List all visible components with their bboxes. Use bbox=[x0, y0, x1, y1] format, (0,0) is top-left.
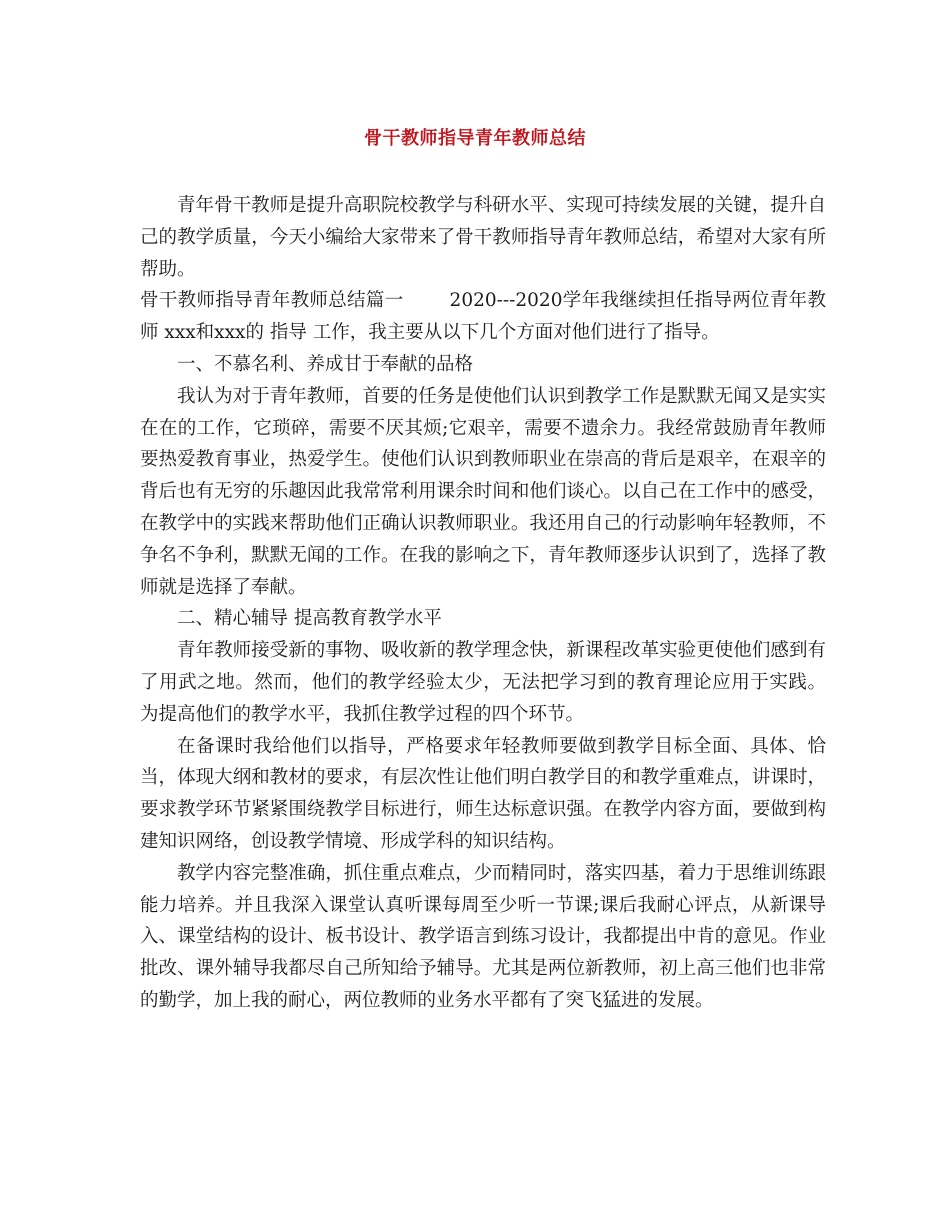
subheading-two: 二、精心辅导 提高教育教学水平 bbox=[177, 608, 442, 630]
paragraph-lesson-prep: 在备课时我给他们以指导，严格要求年轻教师要做到教学目标全面、具体、恰当，体现大纲和教材的要求，有层次性让他们明白教学目的和教学重难点，讲课时，要求教学环节紧紧围绕教学目标进行，师生达标意识强。在教学内容方面，要做到构建知识网络，创设教学情境、形成学科的知识结构。 bbox=[140, 735, 826, 852]
paragraph-section-heading bbox=[140, 285, 826, 349]
subheading-one: 一、不慕名利、养成甘于奉献的品格 bbox=[177, 353, 474, 375]
paragraph-intro: 青年骨干教师是提升高职院校教学与科研水平、实现可持续发展的关键，提升自己的教学质量，今天小编给大家带来了骨干教师指导青年教师总结，希望对大家有所帮助。 bbox=[140, 195, 826, 280]
paragraph-new-ideas: 青年教师接受新的事物、吸收新的教学理念快，新课程改革实验更使他们感到有了用武之地。然而，他们的教学经验太少，无法把学习到的教育理论应用于实践。 为提高他们的教学水平，我抓住教学过程的四个环节。 bbox=[140, 640, 826, 725]
section-heading-text: 2020---2020学年我继续担任指导两位青年教师 xxx和xxx的 指导 工作，我主要从以下几个方面对他们进行了指导。 bbox=[140, 290, 826, 344]
document-title: 骨干教师指导青年教师总结 bbox=[364, 128, 586, 149]
paragraph-teaching-content: 教学内容完整准确，抓住重点难点，少而精同时，落实四基，着力于思维训练跟能力培养。并且我深入课堂认真听课每周至少听一节课;课后我耐心评点，从新课导入、课堂结构的设计、板书设计、教学语言到练习设计，我都提出中肯的意见。作业批改、课外辅导我都尽自己所知给予辅导。尤其是两位新教师，初上高三他们也非常的勤学，加上我的耐心，两位教师的业务水平都有了突飞猛进的发展。 bbox=[140, 862, 826, 1011]
document-body bbox=[140, 190, 826, 1017]
paragraph-dedication: 我认为对于青年教师，首要的任务是使他们认识到教学工作是默默无闻又是实实在在的工作，它琐碎，需要不厌其烦;它艰辛，需要不遗余力。我经常鼓励青年教师要热爱教育事业，热爱学生。使他们认识到教师职业在崇高的背后是艰辛，在艰辛的背后也有无穷的乐趣因此我常常利用课余时间和他们谈心。以自己在工作中的感受，在教学中的实践来帮助他们正确认识教师职业。我还用自己的行动影响年轻教师，不争名不争利，默默无闻的工作。在我的影响之下，青年教师逐步认识到了，选择了教师就是选择了奉献。 bbox=[140, 385, 826, 598]
section-heading-label: 骨干教师指导青年教师总结篇一 bbox=[140, 290, 404, 312]
